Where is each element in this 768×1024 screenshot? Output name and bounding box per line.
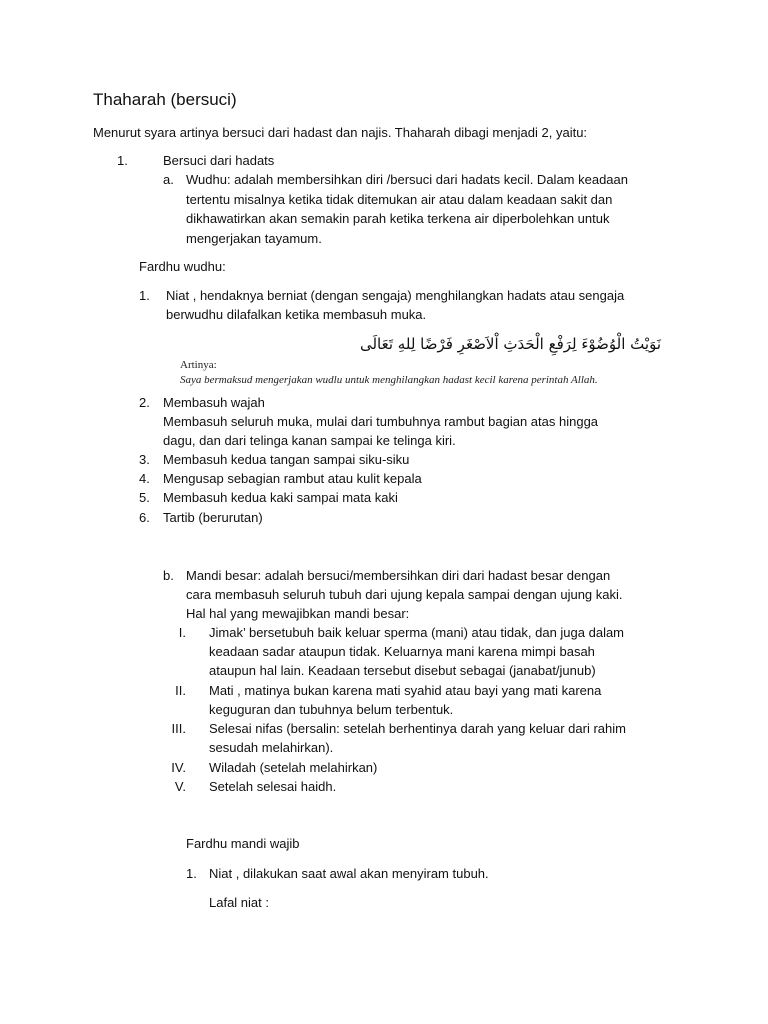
- mandi-item-text: Niat , dilakukan saat awal akan menyiram tubuh.: [209, 866, 489, 881]
- wudhu-item-text: Membasuh kedua kaki sampai mata kaki: [163, 490, 398, 505]
- roman-numeral: I.: [178, 625, 186, 640]
- roman-item-line: Setelah selesai haidh.: [209, 779, 337, 794]
- item-a-line: tertentu misalnya ketika tidak ditemukan air atau dalam keadaan sakit dan: [186, 192, 613, 207]
- wudhu-item-heading: Membasuh wajah: [163, 395, 265, 410]
- roman-item-line: keadaan sadar ataupun tidak. Keluarnya mani karena mimpi basah: [209, 644, 595, 659]
- roman-item-line: ataupun hal lain. Keadaan tersebut disebut sebagai (janabat/junub): [209, 663, 596, 678]
- roman-item-line: sesudah melahirkan).: [209, 740, 334, 755]
- roman-item-line: Mati , matinya bukan karena mati syahid atau bayi yang mati karena: [209, 683, 602, 698]
- intro-paragraph: Menurut syara artinya bersuci dari hadast dan najis. Thaharah dibagi menjadi 2, yaitu:: [93, 125, 588, 140]
- wudhu-item-number: 2.: [139, 395, 150, 410]
- roman-numeral: III.: [171, 721, 186, 736]
- item-a-line: Wudhu: adalah membersihkan diri /bersuci dari hadats kecil. Dalam keadaan: [186, 172, 628, 187]
- item-b-line: Hal hal yang mewajibkan mandi besar:: [186, 606, 410, 621]
- artinya-text: Saya bermaksud mengerjakan wudlu untuk menghilangkan hadast kecil karena perintah Allah.: [180, 374, 598, 386]
- wudhu-item-line: Niat , hendaknya berniat (dengan sengaja) menghilangkan hadats atau sengaja: [166, 288, 625, 303]
- item-b-line: Mandi besar: adalah bersuci/membersihkan diri dari hadast besar dengan: [186, 568, 611, 583]
- item-a-line: dikhawatirkan akan semakin parah ketika terkena air diperbolehkan untuk: [186, 211, 610, 226]
- item-b-marker: b.: [163, 568, 174, 583]
- fardhu-wudhu-heading: Fardhu wudhu:: [139, 259, 226, 274]
- wudhu-item-line: berwudhu dilafalkan ketika membasuh muka.: [166, 307, 427, 322]
- roman-item-line: Wiladah (setelah melahirkan): [209, 760, 378, 775]
- wudhu-item-number: 4.: [139, 471, 150, 486]
- wudhu-item-text: Tartib (berurutan): [163, 510, 263, 525]
- roman-item-line: Jimak’ bersetubuh baik keluar sperma (mani) atau tidak, dan juga dalam: [209, 625, 625, 640]
- wudhu-item-text: Mengusap sebagian rambut atau kulit kepala: [163, 471, 422, 486]
- lafal-niat-label: Lafal niat :: [209, 895, 269, 910]
- roman-item-line: Selesai nifas (bersalin: setelah berhentinya darah yang keluar dari rahim: [209, 721, 626, 736]
- mandi-item-number: 1.: [186, 866, 197, 881]
- fardhu-mandi-heading: Fardhu mandi wajib: [186, 836, 300, 851]
- wudhu-item-line: dagu, dan dari telinga kanan sampai ke telinga kiri.: [163, 433, 456, 448]
- item-a-marker: a.: [163, 172, 174, 187]
- arabic-niat-wudhu: نَوَيْتُ الْوُضُوْءَ لِرَفْعِ الْحَدَثِ اْلاَصْغَرِ فَرْضًا لِلهِ تَعَالَى: [359, 335, 661, 353]
- wudhu-item-number: 5.: [139, 490, 150, 505]
- wudhu-item-number: 1.: [139, 288, 150, 303]
- item-a-line: mengerjakan tayamum.: [186, 231, 322, 246]
- artinya-label: Artinya:: [180, 359, 217, 371]
- wudhu-item-number: 6.: [139, 510, 150, 525]
- roman-numeral: V.: [174, 779, 186, 794]
- item-b-line: cara membasuh seluruh tubuh dari ujung kepala sampai dengan ujung kaki.: [186, 587, 623, 602]
- wudhu-item-text: Membasuh kedua tangan sampai siku-siku: [163, 452, 410, 467]
- section1-heading: Bersuci dari hadats: [163, 153, 275, 168]
- roman-numeral: II.: [175, 683, 186, 698]
- wudhu-item-line: Membasuh seluruh muka, mulai dari tumbuhnya rambut bagian atas hingga: [163, 414, 599, 429]
- roman-numeral: IV.: [171, 760, 186, 775]
- roman-item-line: keguguran dan tubuhnya belum terbentuk.: [209, 702, 454, 717]
- section1-number: 1.: [117, 153, 128, 168]
- wudhu-item-number: 3.: [139, 452, 150, 467]
- page-title: Thaharah (bersuci): [93, 90, 237, 109]
